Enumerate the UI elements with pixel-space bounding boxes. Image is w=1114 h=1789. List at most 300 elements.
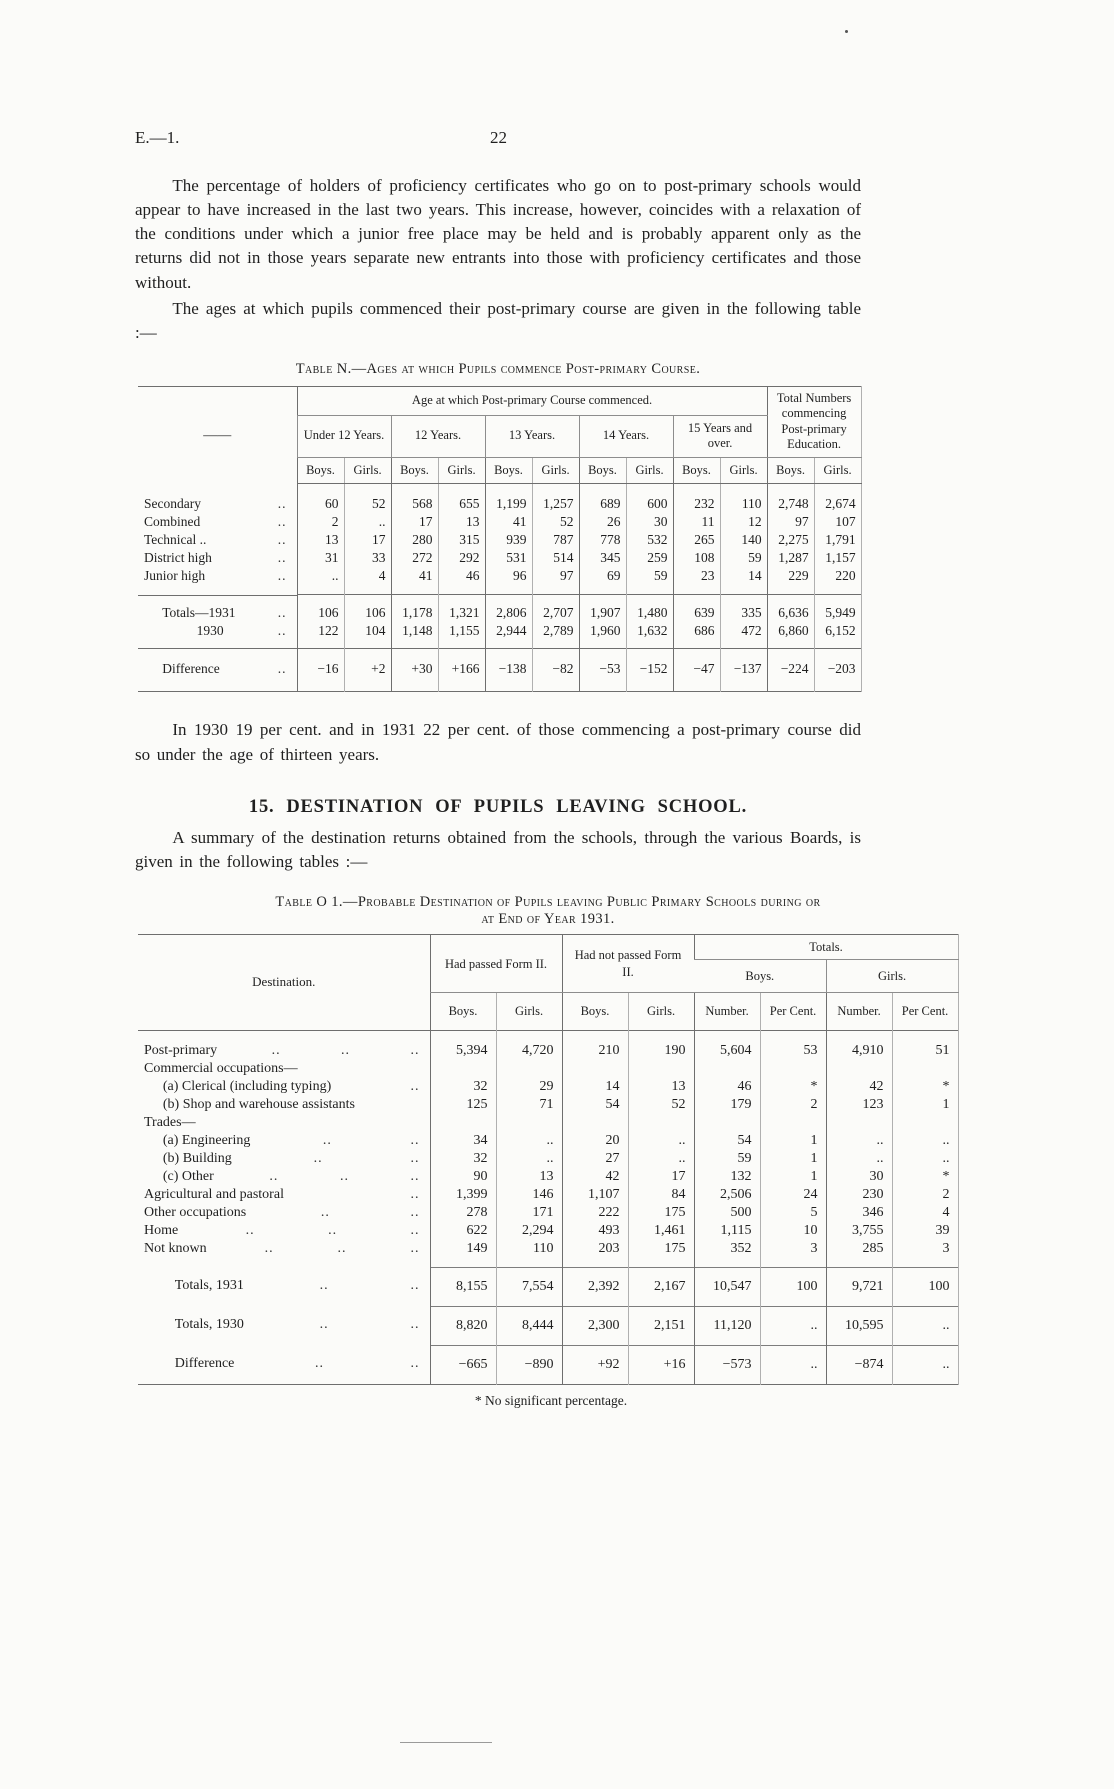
data-cell: 1,178 (391, 595, 438, 622)
column-header: Boys. (485, 457, 532, 484)
dot-leader: .. (277, 568, 287, 584)
row-label: (a) Engineering .. .. (138, 1132, 430, 1150)
data-cell: 346 (826, 1204, 892, 1222)
column-header: 15 Years and over. (673, 415, 767, 457)
column-header: Boys. (562, 993, 628, 1030)
row-label: Home .. .. .. (138, 1222, 430, 1240)
data-cell: 140 (720, 531, 767, 549)
row-label: (b) Building .. .. (138, 1150, 430, 1168)
data-cell: 1,632 (626, 622, 673, 649)
column-header: Boys. (673, 457, 720, 484)
data-cell: 686 (673, 622, 720, 649)
row-label: Totals, 1930 .. .. (138, 1306, 430, 1344)
data-cell: 107 (814, 513, 861, 531)
data-cell: 97 (767, 513, 814, 531)
passed-group-header: Had passed Form II. (430, 934, 562, 993)
data-cell: .. (760, 1306, 826, 1345)
data-cell: 97 (532, 567, 579, 595)
data-cell: 171 (496, 1204, 562, 1222)
data-cell: 4 (344, 567, 391, 595)
table-row (138, 1150, 958, 1168)
table-row (138, 549, 861, 567)
data-cell: 52 (532, 513, 579, 531)
data-cell: 639 (673, 595, 720, 622)
row-label: Agricultural and pastoral .. (138, 1186, 430, 1204)
dot-leader: .. (410, 1278, 420, 1294)
data-cell (496, 1114, 562, 1132)
data-cell: 352 (694, 1240, 760, 1268)
table-row (138, 1060, 958, 1078)
column-header: Number. (694, 993, 760, 1030)
not-passed-group-header: Had not passed Form II. (562, 934, 694, 993)
paragraph: The percentage of holders of proficiency certificates who go on to post-primary schools would appear to have increased in the last two years. This increase, however, coincides with a relaxation of the conditions under which a junior free place may be held and is probably apparent only as the returns did not in those years separate new entrants into those with proficiency certificates and those without. (135, 176, 861, 292)
data-cell: 10,547 (694, 1267, 760, 1306)
total-group-header: Total Numbers commencing Post-primary Education. (767, 386, 861, 457)
column-header: Girls. (720, 457, 767, 484)
data-cell: 20 (562, 1132, 628, 1150)
data-cell: 17 (344, 531, 391, 549)
dot-leader: .. (410, 1132, 420, 1148)
data-cell: 42 (562, 1168, 628, 1186)
data-cell: .. (760, 1345, 826, 1384)
data-cell (826, 1114, 892, 1132)
data-cell: 123 (826, 1096, 892, 1114)
data-cell (892, 1060, 958, 1078)
data-cell: 2,674 (814, 484, 861, 514)
data-cell: 104 (344, 622, 391, 649)
data-cell: .. (892, 1132, 958, 1150)
dot-leader: .. (264, 1240, 274, 1256)
data-cell: 110 (496, 1240, 562, 1268)
data-cell: 13 (438, 513, 485, 531)
table-row (138, 567, 861, 595)
data-cell: 32 (430, 1078, 496, 1096)
column-header: Per Cent. (760, 993, 826, 1030)
data-cell: 2,151 (628, 1306, 694, 1345)
data-cell: .. (628, 1150, 694, 1168)
data-cell: 345 (579, 549, 626, 567)
data-cell: .. (826, 1150, 892, 1168)
data-cell: .. (892, 1150, 958, 1168)
data-cell: 29 (496, 1078, 562, 1096)
data-cell: 1,480 (626, 595, 673, 622)
dot-leader: .. (410, 1150, 420, 1166)
data-cell: 42 (826, 1078, 892, 1096)
data-cell: .. (297, 567, 344, 595)
dot-leader: .. (277, 495, 287, 511)
data-cell: 689 (579, 484, 626, 514)
data-cell: 531 (485, 549, 532, 567)
table-row (138, 1096, 958, 1114)
data-cell: 493 (562, 1222, 628, 1240)
data-cell: 2,275 (767, 531, 814, 549)
table-row (138, 1345, 958, 1384)
data-cell: −890 (496, 1345, 562, 1384)
table-row (138, 1132, 958, 1150)
table-o1-container (138, 934, 958, 1409)
data-cell: −224 (767, 648, 814, 692)
data-cell: 315 (438, 531, 485, 549)
data-cell (694, 1114, 760, 1132)
data-cell: 46 (694, 1078, 760, 1096)
table-row (138, 1267, 958, 1306)
dot-leader: .. (245, 1222, 255, 1238)
dot-leader: .. (277, 661, 287, 677)
data-cell: * (760, 1078, 826, 1096)
data-cell: 4 (892, 1204, 958, 1222)
data-cell: 59 (694, 1150, 760, 1168)
dot-leader: .. (277, 604, 287, 620)
data-cell (628, 1060, 694, 1078)
data-cell: 30 (626, 513, 673, 531)
data-cell: 222 (562, 1204, 628, 1222)
data-cell: 335 (720, 595, 767, 622)
data-cell: 108 (673, 549, 720, 567)
dot-leader: .. (328, 1222, 338, 1238)
data-cell: 2,506 (694, 1186, 760, 1204)
data-cell: 1,157 (814, 549, 861, 567)
table-o1-main (138, 1030, 958, 1267)
data-cell: +16 (628, 1345, 694, 1384)
data-cell: 3 (892, 1240, 958, 1268)
data-cell: 71 (496, 1096, 562, 1114)
dot-leader: .. (341, 1042, 351, 1058)
data-cell: −138 (485, 648, 532, 692)
data-cell: 51 (892, 1030, 958, 1060)
document-page (135, 128, 950, 1422)
dot-leader: .. (410, 1356, 420, 1372)
dot-leader: .. (319, 1317, 329, 1333)
row-label: District high .. (138, 549, 297, 567)
data-cell: 100 (892, 1267, 958, 1306)
table-row (138, 531, 861, 549)
data-cell: 1,321 (438, 595, 485, 622)
data-cell: 1,148 (391, 622, 438, 649)
data-cell: −82 (532, 648, 579, 692)
table-row (138, 484, 861, 514)
row-label: Other occupations .. .. (138, 1204, 430, 1222)
row-label: Difference .. .. (138, 1345, 430, 1383)
data-cell: 46 (438, 567, 485, 595)
data-cell: 84 (628, 1186, 694, 1204)
table-row (138, 1078, 958, 1096)
data-cell: 9,721 (826, 1267, 892, 1306)
dot-leader: .. (410, 1222, 420, 1238)
data-cell: 190 (628, 1030, 694, 1060)
data-cell: +30 (391, 648, 438, 692)
data-cell: 125 (430, 1096, 496, 1114)
data-cell: 53 (760, 1030, 826, 1060)
data-cell: .. (826, 1132, 892, 1150)
data-cell: 54 (562, 1096, 628, 1114)
data-cell: 278 (430, 1204, 496, 1222)
row-label: Combined .. (138, 513, 297, 531)
data-cell: 2 (760, 1096, 826, 1114)
row-label: (b) Shop and warehouse assistants (162, 1096, 355, 1112)
data-cell: 31 (297, 549, 344, 567)
table-row (138, 1240, 958, 1268)
dot-leader: .. (314, 1356, 324, 1372)
data-cell: 532 (626, 531, 673, 549)
table-row (138, 1186, 958, 1204)
data-cell: 1 (892, 1096, 958, 1114)
data-cell: 100 (760, 1267, 826, 1306)
data-cell: 472 (720, 622, 767, 649)
paragraph: The ages at which pupils commenced their post-primary course are given in the following table :— (135, 298, 861, 342)
data-cell: 265 (673, 531, 720, 549)
data-cell: 54 (694, 1132, 760, 1150)
data-cell: 146 (496, 1186, 562, 1204)
dot-leader: .. (319, 1278, 329, 1294)
table-row (138, 622, 861, 649)
column-header: Boys. (297, 457, 344, 484)
data-cell: 59 (720, 549, 767, 567)
dot-leader: .. (277, 550, 287, 566)
data-cell: 14 (562, 1078, 628, 1096)
data-cell: +2 (344, 648, 391, 692)
data-cell: 17 (628, 1168, 694, 1186)
data-cell: 34 (430, 1132, 496, 1150)
row-label: 1930 .. (138, 622, 297, 648)
data-cell: 1 (760, 1150, 826, 1168)
table-o1-caption-line2: at End of Year 1931. (481, 910, 615, 927)
section-heading: 15. DESTINATION OF PUPILS LEAVING SCHOOL. (248, 796, 748, 817)
data-cell: −203 (814, 648, 861, 692)
dot-leader: .. (337, 1240, 347, 1256)
data-cell: 1 (760, 1132, 826, 1150)
data-cell: .. (892, 1306, 958, 1345)
data-cell: 655 (438, 484, 485, 514)
data-cell: 41 (485, 513, 532, 531)
data-cell: 1,791 (814, 531, 861, 549)
data-cell: 939 (485, 531, 532, 549)
data-cell: 2,294 (496, 1222, 562, 1240)
row-label: Not known .. .. .. (138, 1240, 430, 1267)
table-o1-diff (138, 1345, 958, 1384)
data-cell: 39 (892, 1222, 958, 1240)
data-cell: 1,107 (562, 1186, 628, 1204)
data-cell: 280 (391, 531, 438, 549)
table-footnote: * No significant percentage. (474, 1392, 628, 1408)
data-cell: 5,949 (814, 595, 861, 622)
data-cell: 778 (579, 531, 626, 549)
data-cell: 12 (720, 513, 767, 531)
row-label: Post-primary .. .. .. (138, 1031, 430, 1060)
data-cell (430, 1060, 496, 1078)
data-cell: 41 (391, 567, 438, 595)
dot-leader: .. (410, 1042, 420, 1058)
dot-leader: .. (410, 1078, 420, 1094)
data-cell: 69 (579, 567, 626, 595)
table-n-caption: Table N.—Ages at which Pupils commence Post-primary Course. (295, 360, 701, 377)
data-cell: 90 (430, 1168, 496, 1186)
column-header: Girls. (344, 457, 391, 484)
data-cell: +166 (438, 648, 485, 692)
data-cell: 23 (673, 567, 720, 595)
data-cell: 568 (391, 484, 438, 514)
data-cell: 52 (344, 484, 391, 514)
row-label: Technical .. .. (138, 531, 297, 549)
data-cell: 149 (430, 1240, 496, 1268)
dot-leader: .. (410, 1186, 420, 1202)
data-cell: * (892, 1168, 958, 1186)
data-cell: −874 (826, 1345, 892, 1384)
dot-leader: .. (322, 1132, 332, 1148)
data-cell: 175 (628, 1240, 694, 1268)
data-cell: 500 (694, 1204, 760, 1222)
column-header: Girls. (628, 993, 694, 1030)
corner-cell: —— (203, 427, 232, 443)
data-cell: .. (628, 1132, 694, 1150)
data-cell: +92 (562, 1345, 628, 1384)
data-cell: 2 (297, 513, 344, 531)
data-cell: 2 (892, 1186, 958, 1204)
data-cell: * (892, 1078, 958, 1096)
data-cell: .. (496, 1150, 562, 1168)
data-cell (430, 1114, 496, 1132)
data-cell: 787 (532, 531, 579, 549)
data-cell: 3 (760, 1240, 826, 1268)
data-cell: 2,167 (628, 1267, 694, 1306)
data-cell: 600 (626, 484, 673, 514)
age-group-header: Age at which Post-primary Course commenced. (297, 386, 767, 415)
data-cell: 13 (496, 1168, 562, 1186)
data-cell: 4,720 (496, 1030, 562, 1060)
data-cell: 52 (628, 1096, 694, 1114)
column-header: Girls. (626, 457, 673, 484)
data-cell: 33 (344, 549, 391, 567)
data-cell (694, 1060, 760, 1078)
data-cell: −137 (720, 648, 767, 692)
data-cell: 106 (297, 595, 344, 622)
dot-leader: .. (277, 514, 287, 530)
data-cell: 230 (826, 1186, 892, 1204)
data-cell: 2,707 (532, 595, 579, 622)
table-n-header (138, 386, 861, 484)
data-cell: 1,287 (767, 549, 814, 567)
data-cell: 1 (760, 1168, 826, 1186)
data-cell: −53 (579, 648, 626, 692)
data-cell: 5,394 (430, 1030, 496, 1060)
dot-leader: .. (410, 1240, 420, 1256)
data-cell: 259 (626, 549, 673, 567)
data-cell: 292 (438, 549, 485, 567)
dot-leader: .. (339, 1168, 349, 1184)
column-header: 13 Years. (485, 415, 579, 457)
column-header: Boys. (579, 457, 626, 484)
data-cell (562, 1114, 628, 1132)
table-row (138, 1030, 958, 1060)
page-number: 22 (490, 128, 507, 147)
data-cell: 5 (760, 1204, 826, 1222)
scan-mark (400, 1742, 492, 1743)
data-cell: 285 (826, 1240, 892, 1268)
table-row (138, 1168, 958, 1186)
data-cell: −665 (430, 1345, 496, 1384)
data-cell: 175 (628, 1204, 694, 1222)
dot-leader: .. (277, 532, 287, 548)
table-row (138, 1204, 958, 1222)
data-cell: 13 (297, 531, 344, 549)
column-header: Per Cent. (892, 993, 958, 1030)
data-cell: 3,755 (826, 1222, 892, 1240)
row-label: Totals, 1931 .. .. (138, 1267, 430, 1305)
row-label: Commercial occupations— (144, 1060, 298, 1076)
data-cell: 60 (297, 484, 344, 514)
column-header: Girls. (438, 457, 485, 484)
column-header: Under 12 Years. (297, 415, 391, 457)
data-cell: 1,461 (628, 1222, 694, 1240)
data-cell: 10,595 (826, 1306, 892, 1345)
table-n-diff (138, 648, 861, 692)
table-row (138, 1114, 958, 1132)
data-cell: −47 (673, 648, 720, 692)
data-cell: 8,820 (430, 1306, 496, 1345)
table-row (138, 595, 861, 622)
data-cell: 2,300 (562, 1306, 628, 1345)
data-cell: 1,907 (579, 595, 626, 622)
data-cell: 1,960 (579, 622, 626, 649)
data-cell (760, 1114, 826, 1132)
data-cell: 122 (297, 622, 344, 649)
data-cell: 11,120 (694, 1306, 760, 1345)
data-cell: 27 (562, 1150, 628, 1168)
totals-girls-header: Girls. (826, 960, 958, 993)
table-row (138, 513, 861, 531)
data-cell: 13 (628, 1078, 694, 1096)
data-cell: 210 (562, 1030, 628, 1060)
data-cell: 59 (626, 567, 673, 595)
row-label: (c) Other .. .. .. (138, 1168, 430, 1186)
table-o1-caption-line1: Table O 1.—Probable Destination of Pupils leaving Public Primary Schools during or (275, 893, 821, 910)
data-cell: 1,399 (430, 1186, 496, 1204)
totals-boys-header: Boys. (694, 960, 826, 993)
data-cell (628, 1114, 694, 1132)
data-cell: 1,257 (532, 484, 579, 514)
dot-leader: .. (313, 1150, 323, 1166)
data-cell: 17 (391, 513, 438, 531)
data-cell: 8,444 (496, 1306, 562, 1345)
data-cell: −152 (626, 648, 673, 692)
destination-header: Destination. (252, 973, 316, 989)
row-label: Difference .. (138, 648, 297, 691)
data-cell: 96 (485, 567, 532, 595)
data-cell: 272 (391, 549, 438, 567)
data-cell: −16 (297, 648, 344, 692)
column-header: Girls. (496, 993, 562, 1030)
data-cell: 10 (760, 1222, 826, 1240)
dot-leader: .. (320, 1204, 330, 1220)
data-cell (826, 1060, 892, 1078)
dot-leader: .. (410, 1204, 420, 1220)
page-header (135, 128, 861, 148)
paragraph: In 1930 19 per cent. and in 1931 22 per cent. of those commencing a post-primary course did so under the age of thirteen years. (135, 720, 861, 764)
column-header: Boys. (767, 457, 814, 484)
column-header: Girls. (814, 457, 861, 484)
table-n-totals (138, 595, 861, 649)
data-cell: 6,152 (814, 622, 861, 649)
column-header: Number. (826, 993, 892, 1030)
dot-leader: .. (269, 1168, 279, 1184)
data-cell: 132 (694, 1168, 760, 1186)
data-cell: 220 (814, 567, 861, 595)
paragraph: A summary of the destination returns obtained from the schools, through the various Boards, is given in the following tables :— (135, 827, 861, 871)
data-cell: 229 (767, 567, 814, 595)
table-row (138, 1222, 958, 1240)
scan-speck (845, 30, 848, 33)
table-row (138, 648, 861, 692)
table-n (138, 386, 862, 693)
